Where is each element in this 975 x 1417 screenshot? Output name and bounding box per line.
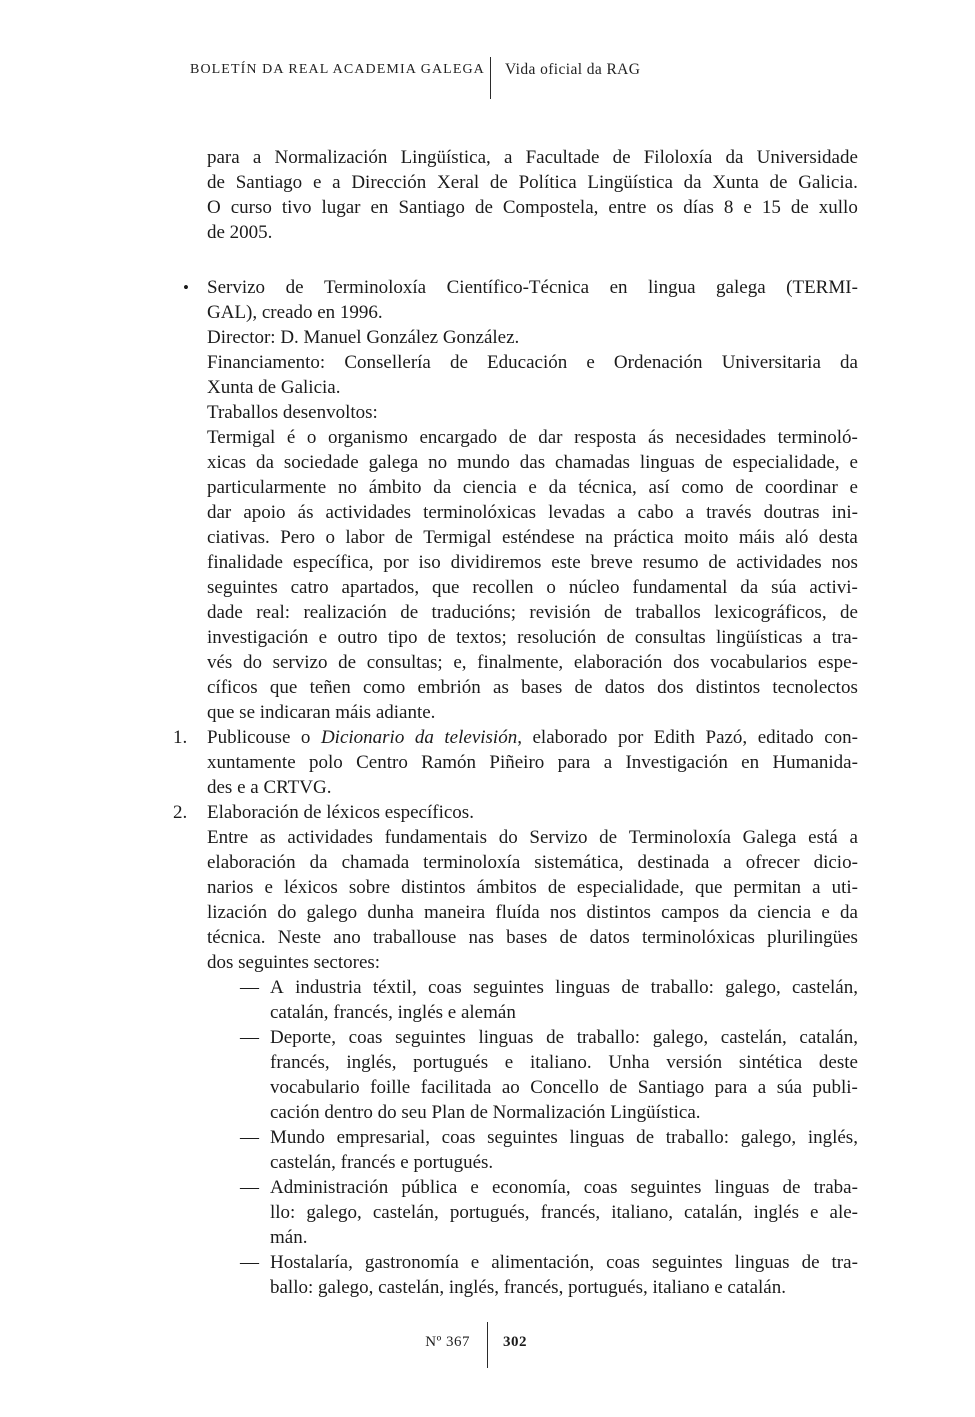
item-number: 2.	[173, 802, 188, 823]
content-block-number	[173, 725, 858, 800]
text-line: GAL), creado en 1996.	[207, 302, 383, 323]
text-line: O curso tivo lugar en Santiago de Compostela, entre os días 8 e 15 de xullo	[207, 197, 858, 218]
text-line: Publicouse o Dicionario da televisión, elaborado por Edith Pazó, editado con-	[207, 727, 858, 748]
dash-marker: —	[240, 1127, 259, 1148]
content-block-dash	[240, 1175, 858, 1250]
text-line: llo: galego, castelán, portugués, francés, italiano, catalán, inglés e ale-	[270, 1202, 858, 1223]
text-line: cíficos que teñen como embrión as bases de datos dos distintos tecnolectos	[207, 677, 858, 698]
text-line: dar apoio ás actividades terminolóxicas levadas a cabo a través doutras ini-	[207, 502, 858, 523]
text-line: seguintes catro apartados, que recollen o núcleo fundamental da súa activi-	[207, 577, 858, 598]
text-line: xuntamente polo Centro Ramón Piñeiro para a Investigación en Humanida-	[207, 752, 858, 773]
text-line: para a Normalización Lingüística, a Facultade de Filoloxía da Universidade	[207, 147, 858, 168]
text-line: xicas da sociedade galega no mundo das chamadas linguas de especialidade, e	[207, 452, 858, 473]
item-number: 1.	[173, 727, 188, 748]
text-line: des e a CRTVG.	[207, 777, 332, 798]
text-line: vés do servizo de consultas; e, finalmente, elaboración dos vocabularios espe-	[207, 652, 858, 673]
text-line: finalidade específica, por iso dividiremos este breve resumo de actividades nos	[207, 552, 858, 573]
text-line: vocabulario foille facilitada ao Concello de Santiago para a súa publi-	[270, 1077, 858, 1098]
text-line: Traballos desenvoltos:	[207, 402, 378, 423]
content-block-dash	[240, 1025, 858, 1125]
text-line: de Santiago e a Dirección Xeral de Política Lingüística da Xunta de Galicia.	[207, 172, 858, 193]
text-line: francés, inglés, portugués e italiano. Unha versión sintética deste	[270, 1052, 858, 1073]
text-line: lización do galego dunha maneira fluída nos distintos campos da ciencia e da	[207, 902, 858, 923]
text-line: ballo: galego, castelán, inglés, francés, portugués, italiano e catalán.	[270, 1277, 786, 1298]
dash-marker: —	[240, 1252, 259, 1273]
dash-marker: —	[240, 1027, 259, 1048]
bullet-marker: •	[183, 278, 189, 297]
text-line: técnica. Neste ano traballouse nas bases de datos terminolóxicas plurilingües	[207, 927, 858, 948]
text-line: catalán, francés, inglés e alemán	[270, 1002, 516, 1023]
text-line: particularmente no ámbito da ciencia e da técnica, así como de coordinar e	[207, 477, 858, 498]
text-line: de 2005.	[207, 222, 273, 243]
text-line: Deporte, coas seguintes linguas de traballo: galego, castelán, catalán,	[270, 1027, 858, 1048]
text-line: Entre as actividades fundamentais do Servizo de Terminoloxía Galega está a	[207, 827, 858, 848]
text-line: Financiamento: Consellería de Educación e Ordenación Universitaria da	[207, 352, 858, 373]
text-line: cación dentro do seu Plan de Normalización Lingüística.	[270, 1102, 701, 1123]
content-block-bullet	[183, 275, 858, 725]
text-line: Administración pública e economía, coas seguintes linguas de traba-	[270, 1177, 858, 1198]
text-line: A industria téxtil, coas seguintes linguas de traballo: galego, castelán,	[270, 977, 858, 998]
header-section-title: Vida oficial da RAG	[505, 61, 641, 78]
content-block-number	[173, 800, 858, 975]
content-block-paragraph	[207, 145, 858, 245]
text-line: elaboración da chamada terminoloxía sistemática, destinada a ofrecer dicio-	[207, 852, 858, 873]
text-line: Mundo empresarial, coas seguintes linguas de traballo: galego, inglés,	[270, 1127, 858, 1148]
header-divider	[490, 57, 491, 99]
text-line: ciativas. Pero o labor de Termigal esténdese na práctica moito máis aló desta	[207, 527, 858, 548]
header-journal-title: BOLETÍN DA REAL ACADEMIA GALEGA	[190, 62, 485, 77]
text-line: Director: D. Manuel González González.	[207, 327, 520, 348]
content-block-dash	[240, 1125, 858, 1175]
dash-marker: —	[240, 977, 259, 998]
footer-page-number: 302	[503, 1334, 527, 1350]
text-line: Termigal é o organismo encargado de dar resposta ás necesidades terminoló-	[207, 427, 858, 448]
text-line: Servizo de Terminoloxía Científico-Técnica en lingua galega (TERMI-	[207, 277, 858, 298]
text-line: Elaboración de léxicos específicos.	[207, 802, 474, 823]
text-line: dade real: realización de traducións; revisión de traballos lexicográficos, de	[207, 602, 858, 623]
text-line: investigación e outro tipo de textos; resolución de consultas lingüísticas a tra-	[207, 627, 858, 648]
text-line: castelán, francés e portugués.	[270, 1152, 494, 1173]
text-line: Xunta de Galicia.	[207, 377, 341, 398]
footer-issue-number: Nº 367	[425, 1334, 470, 1350]
footer-divider	[487, 1322, 488, 1368]
text-line: Hostalaría, gastronomía e alimentación, coas seguintes linguas de tra-	[270, 1252, 858, 1273]
text-line: que se indicaran máis adiante.	[207, 702, 436, 723]
content-block-dash	[240, 1250, 858, 1300]
content	[173, 145, 858, 1300]
text-line: dos seguintes sectores:	[207, 952, 381, 973]
text-line: narios e léxicos sobre distintos ámbitos de especialidade, que permitan a uti-	[207, 877, 858, 898]
dash-marker: —	[240, 1177, 259, 1198]
content-block-dash	[240, 975, 858, 1025]
text-line: mán.	[270, 1227, 308, 1248]
